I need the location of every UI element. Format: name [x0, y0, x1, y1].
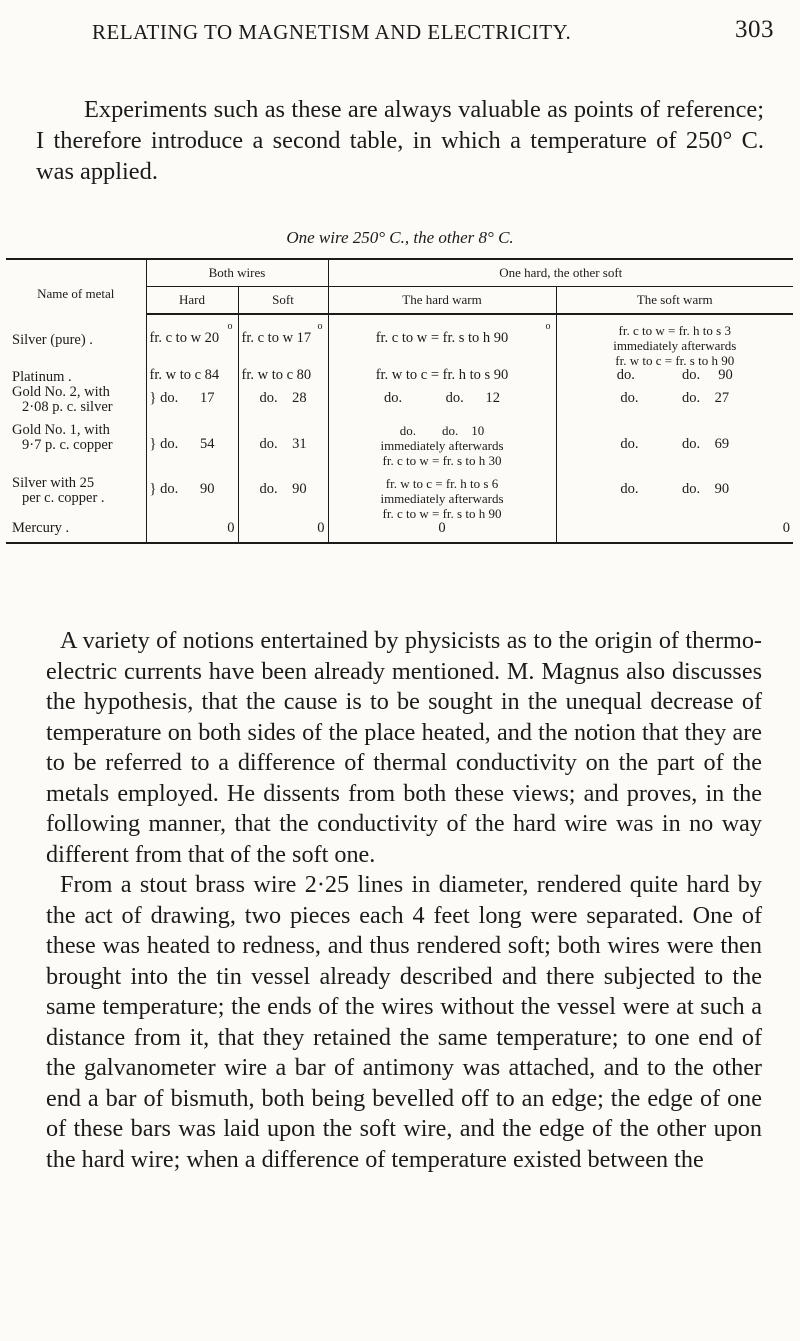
- cell-hard-warm-1: fr. w to c = fr. h to s 6: [385, 476, 499, 491]
- row-name: Platinum .: [12, 369, 72, 385]
- row-name-sub: 2·08 p. c. silver: [22, 399, 113, 415]
- row-name: Silver with 25: [12, 475, 95, 491]
- table-row: Silver with 25 per c. copper . } do. 90 do. 90 fr. w to c = fr. h to s 6 immediately afterwards fr. c to w = fr. s to h 90 do. do. 90: [6, 476, 793, 521]
- header-name-of-metal: Name of metal: [37, 286, 115, 301]
- table-row: Silver (pure) . o fr. c to w 20 o fr. c to w 17 o fr. c to w = fr. s to h 90 fr. c to w = fr. h to s 3 immediately afterwards fr. w to c = fr. s to h 90: [6, 323, 793, 368]
- table-row: [6, 521, 793, 543]
- running-header: [92, 12, 784, 62]
- body-text: [46, 626, 762, 1175]
- header-hard-warm: The hard warm: [328, 287, 556, 315]
- row-name: Mercury .: [12, 520, 70, 536]
- paragraph-1: A variety of notions entertained by physicists as to the origin of thermo-electric currents have been already mentioned. M. Magnus also discusses the hypothesis, that the cause is to be sought in the unequal decrease of temperature on both sides of the place heated, and the notion that they are to be referred to a difference of thermal conductivity on the part of the metals employed. He dissents from both these views; and proves, in the following manner, that the conductivity of the hard wire was in no way different from that of the soft one.: [46, 627, 762, 868]
- table-row: Gold No. 2, with 2·08 p. c. silver } do. 17 do. 28 do. do. 12 do. do. 27: [6, 385, 793, 415]
- cell-hard-warm-3: fr. c to w = fr. s to h 30: [382, 453, 502, 468]
- cell-soft: fr. c to w 17: [241, 330, 312, 346]
- table-row: Gold No. 1, with 9·7 p. c. copper } do. 54 do. 31 do. do. 10 immediately afterwards fr. c to w = fr. s to h 30 do. do. 69: [6, 423, 793, 468]
- header-soft-warm: The soft warm: [556, 287, 793, 315]
- table-caption: One wire 250° C., the other 8° C.: [286, 228, 514, 247]
- cell-soft: fr. w to c 80: [238, 368, 328, 385]
- row-name: Gold No. 1, with: [12, 422, 110, 438]
- row-name-sub: per c. copper .: [22, 490, 105, 506]
- cell-value: 90: [718, 367, 733, 383]
- header-hard: Hard: [146, 287, 238, 315]
- cell-hard-warm-2: immediately afterwards: [380, 491, 504, 506]
- cell-do: do.: [682, 367, 701, 383]
- cell-hard-warm: 0: [328, 521, 556, 543]
- cell-hard-warm-2: immediately afterwards: [380, 438, 504, 453]
- header-one-hard: One hard, the other soft: [328, 259, 793, 287]
- header-title: RELATING TO MAGNETISM AND ELECTRICITY.: [92, 20, 572, 44]
- table-row: [6, 368, 793, 385]
- cell-soft: 0: [238, 521, 328, 543]
- cell-hard-warm: fr. w to c = fr. h to s 90: [328, 368, 556, 385]
- paragraph-2: From a stout brass wire 2·25 lines in diameter, rendered quite hard by the act of drawing, two pieces each 4 feet long were separated. One of these was heated to redness, and thus rendered soft; both wires were then brought into the tin vessel already described and there subjected to the same temperature; the ends of the wires without the vessel were at such a distance from it, that they retained the same temperature; to one end of the galvanometer wire a bar of antimony was attached, and to the other end a bar of bismuth, both being bevelled off to an edge; the edge of one of these bars was laid upon the soft wire, and the edge of the other upon the hard wire; when a difference of temperature existed between the: [46, 871, 762, 1173]
- cell-hard-warm: fr. c to w = fr. s to h 90: [375, 330, 509, 346]
- cell-soft-warm: 0: [556, 521, 793, 543]
- cell-hard: fr. c to w 20: [149, 330, 220, 346]
- cell-hard: 0: [146, 521, 238, 543]
- row-name-sub: 9·7 p. c. copper: [22, 437, 113, 453]
- row-name: Gold No. 2, with: [12, 384, 110, 400]
- intro-paragraph: Experiments such as these are always valuable as points of reference; I therefore introduce a second table, in which a temperature of 250° C. was applied.: [36, 96, 764, 185]
- cell-hard: fr. w to c 84: [146, 368, 238, 385]
- cell-hard-warm-3: fr. c to w = fr. s to h 90: [382, 506, 502, 521]
- row-name: Silver (pure) .: [12, 332, 93, 348]
- cell-soft-warm-1: fr. c to w = fr. h to s 3: [618, 323, 731, 338]
- header-soft: Soft: [238, 287, 328, 315]
- thermo-table: [6, 258, 793, 544]
- page-number: 303: [735, 16, 774, 43]
- cell-do: do.: [616, 367, 635, 383]
- cell-soft-warm-2: immediately afterwards: [613, 338, 737, 353]
- cell-soft-warm-3: fr. w to c = fr. s to h 90: [615, 353, 735, 368]
- header-both-wires: Both wires: [146, 259, 328, 287]
